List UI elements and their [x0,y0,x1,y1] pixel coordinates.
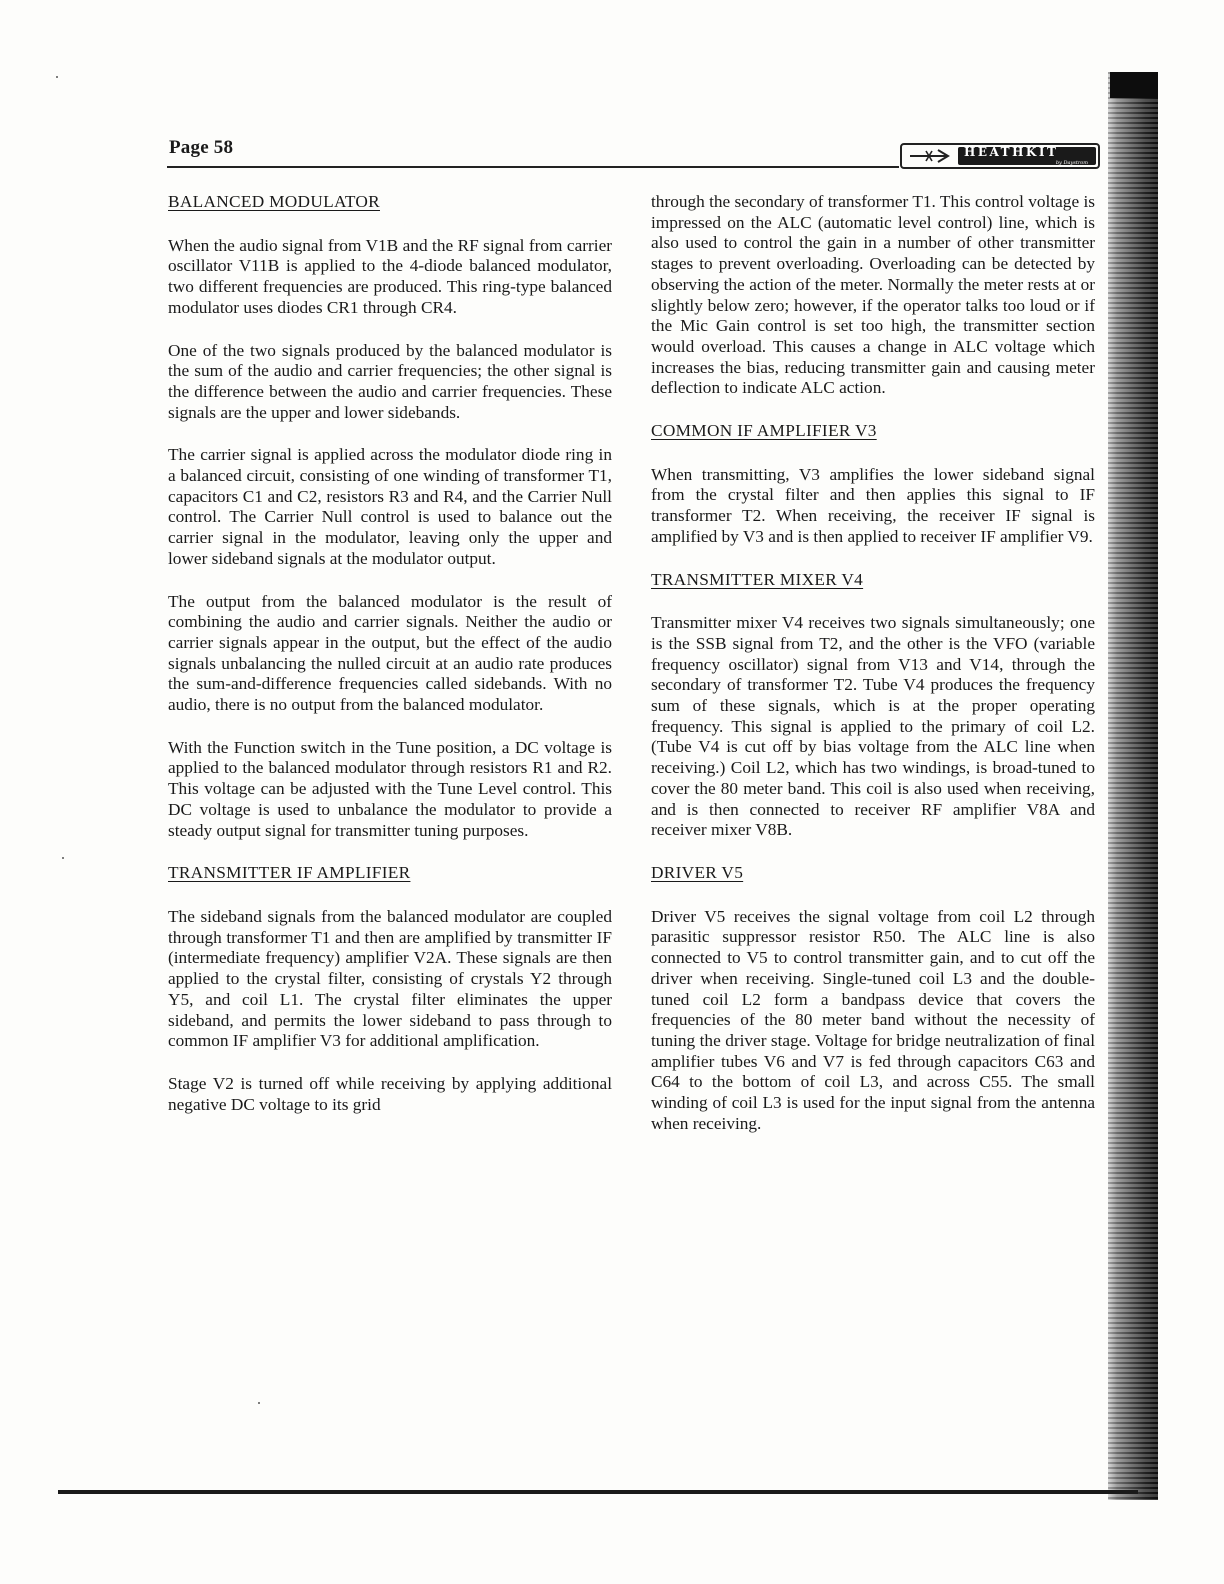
scanned-page-edge-top [1110,72,1158,98]
scan-speck [62,857,64,859]
logo-plate [958,147,1096,165]
logo-text: HEATHKIT [964,145,1059,159]
paragraph: When transmitting, V3 amplifies the lower sideband signal from the crystal filter and then applies this signal to IF transformer T2. When receiving, the receiver IF signal is amplified by V3 and is then applied to receiver IF amplifier V9. [651,464,1095,546]
scan-speck [258,1402,260,1404]
header-rule [167,166,899,168]
paragraph: With the Function switch in the Tune position, a DC voltage is applied to the balanced modulator through resistors R1 and R2. This voltage can be adjusted with the Tune Level control. This DC voltage is used to unbalance the modulator to provide a steady output signal for transmitter tuning purposes. [168,737,612,840]
scanned-page-edge [1108,72,1158,1500]
section-heading: BALANCED MODULATOR [168,192,380,211]
paragraph: Transmitter mixer V4 receives two signals simultaneously; one is the SSB signal from T2, and the other is the VFO (variable frequency oscillator) signal from V13 and V14, through the secondary of transformer T2. Tube V4 produces the frequency sum of these signals, which is at the proper operating frequency. This signal is applied to the primary of coil L2. (Tube V4 is cut off by bias voltage from the ALC line when receiving.) Coil L2, which has two windings, is broad-tuned to cover the 80 meter band. This coil is also used when receiving, and is then connected to receiver RF amplifier V8A and receiver mixer V8B. [651,613,1095,840]
right-column [651,192,1095,1156]
page-number: Page 58 [169,137,234,158]
paragraph: The output from the balanced modulator is the result of combining the audio and carrier signals. Neither the audio or carrier signals appear in the output, but the effect of the audio signals unbalancing the nulled circuit at an audio rate produces the sum-and-difference frequencies called sidebands. With no audio, there is no output from the balanced modulator. [168,591,612,715]
paragraph: When the audio signal from V1B and the RF signal from carrier oscillator V11B is applied to the 4-diode balanced modulator, two different frequencies are produced. This ring-type balanced modulator uses diodes CR1 through CR4. [168,235,612,317]
bottom-rule [58,1490,1138,1494]
heathkit-logo [900,143,1100,169]
arrow-icon [908,148,954,164]
scan-speck [56,76,58,78]
continued-paragraph: through the secondary of transformer T1. This control voltage is impressed on the ALC (automatic level control) line, which is also used to control the gain in a number of other transmitter stages to prevent overloading. Overloading can be detected by observing the action of the meter. Normally the meter rests at or slightly below zero; however, if the operator talks too loud or if the Mic Gain control is set too high, the transmitter section would overload. This causes a change in ALC voltage which increases the bias, reducing transmitter gain and causing meter deflection to indicate ALC action. [651,192,1095,398]
paragraph: Driver V5 receives the signal voltage from coil L2 through parasitic suppressor resistor R50. The ALC line is also connected to V5 to control transmitter gain, and to cut off the driver when receiving. Single-tuned coil L3 and the double-tuned coil L2 form a bandpass device that covers the frequencies of the 80 meter band without the necessity of tuning the driver stage. Voltage for bridge neutralization of final amplifier tubes V6 and V7 is fed through capacitors C63 and C64 to the bottom of coil L3, and across C55. The small winding of coil L3 is used for the input signal from the antenna when receiving. [651,906,1095,1133]
paragraph: Stage V2 is turned off while receiving by applying additional negative DC voltage to its grid [168,1073,612,1114]
section-heading: DRIVER V5 [651,862,744,882]
section-heading: TRANSMITTER MIXER V4 [651,569,864,589]
logo-subtext: by Daystrom [1055,160,1088,166]
paragraph: The sideband signals from the balanced modulator are coupled through transformer T1 and then are amplified by transmitter IF (intermediate frequency) amplifier V2A. These signals are then applied to the crystal filter, consisting of crystals Y2 through Y5, and coil L1. The crystal filter eliminates the upper sideband, and permits the lower sideband to pass through to common IF amplifier V3 for additional amplification. [168,906,612,1051]
section-heading: TRANSMITTER IF AMPLIFIER [168,863,411,883]
paragraph: One of the two signals produced by the balanced modulator is the sum of the audio and carrier frequencies; the other signal is the difference between the audio and carrier frequencies. These signals are the upper and lower sidebands. [168,340,612,422]
paragraph: The carrier signal is applied across the modulator diode ring in a balanced circuit, consisting of one winding of transformer T1, capacitors C1 and C2, resistors R3 and R4, and the Carrier Null control. The Carrier Null control is used to balance out the carrier signal in the modulator, leaving only the upper and lower sideband signals at the modulator output. [168,445,612,568]
left-column [168,192,612,1137]
section-heading: COMMON IF AMPLIFIER V3 [651,421,877,441]
